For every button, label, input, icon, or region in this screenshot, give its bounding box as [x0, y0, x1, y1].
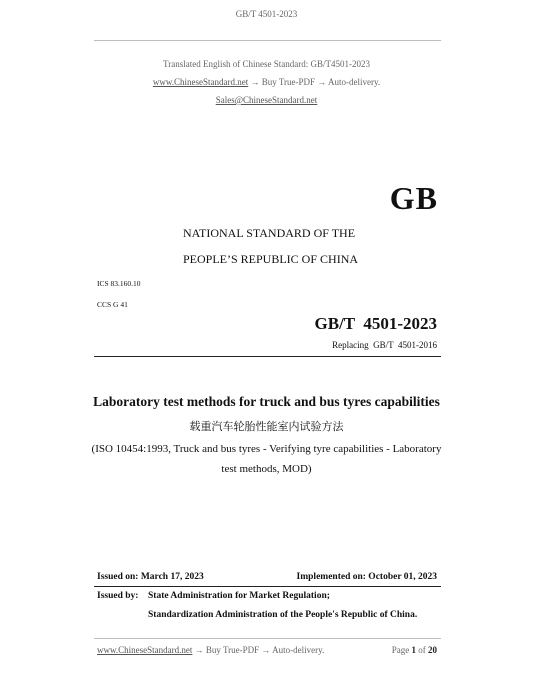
- purchase-line: [0, 77, 533, 87]
- standard-number: GB/T 4501-2023: [314, 314, 437, 333]
- running-header: GB/T 4501-2023: [235, 9, 298, 19]
- national-standard-line2: PEOPLE’S REPUBLIC OF CHINA: [183, 252, 359, 266]
- issued-by-label: Issued by:: [97, 591, 139, 601]
- site-link[interactable]: www.ChineseStandard.net: [152, 77, 249, 87]
- dates-divider: [94, 586, 441, 587]
- issuer-line2: Standardization Administration of the People's Republic of China.: [148, 610, 418, 620]
- issued-on-date: Issued on: March 17, 2023: [97, 572, 204, 582]
- footer-purchase-line: [97, 645, 324, 655]
- page-current: 1: [411, 645, 416, 655]
- title-divider: [94, 356, 441, 357]
- footer-divider: [94, 638, 441, 639]
- footer-site-link[interactable]: www.ChineseStandard.net: [97, 645, 193, 655]
- translated-note: Translated English of Chinese Standard: GB/T4501-2023: [163, 59, 370, 69]
- gb-logo: GB: [389, 180, 438, 216]
- footer-buy-text: → Buy True-PDF → Auto-delivery.: [194, 645, 325, 655]
- equivalence-line2: test methods, MOD): [221, 463, 312, 475]
- issuer-line1: State Administration for Market Regulation;: [148, 591, 330, 601]
- chinese-title: 载重汽车轮胎性能室内试验方法: [189, 420, 344, 433]
- ics-code: ICS 83.160.10: [97, 279, 141, 288]
- implemented-on-date: Implemented on: October 01, 2023: [296, 572, 437, 582]
- replacing-note: Replacing GB/T 4501-2016: [332, 340, 437, 350]
- equivalence-line1: (ISO 10454:1993, Truck and bus tyres - Verifying tyre capabilities - Laboratory: [91, 443, 442, 455]
- english-title: Laboratory test methods for truck and bus tyres capabilities: [93, 394, 440, 409]
- email-link[interactable]: Sales@ChineseStandard.net: [215, 95, 318, 105]
- page-total: 20: [428, 645, 437, 655]
- ccs-code: CCS G 41: [97, 300, 128, 309]
- buy-text: → Buy True-PDF → Auto-delivery.: [250, 77, 381, 87]
- national-standard-line1: NATIONAL STANDARD OF THE: [183, 226, 356, 240]
- page-of: of: [418, 645, 426, 655]
- email-line: [0, 95, 533, 105]
- page-label: Page: [391, 645, 410, 655]
- page-indicator: [392, 645, 437, 655]
- header-divider: [94, 40, 441, 41]
